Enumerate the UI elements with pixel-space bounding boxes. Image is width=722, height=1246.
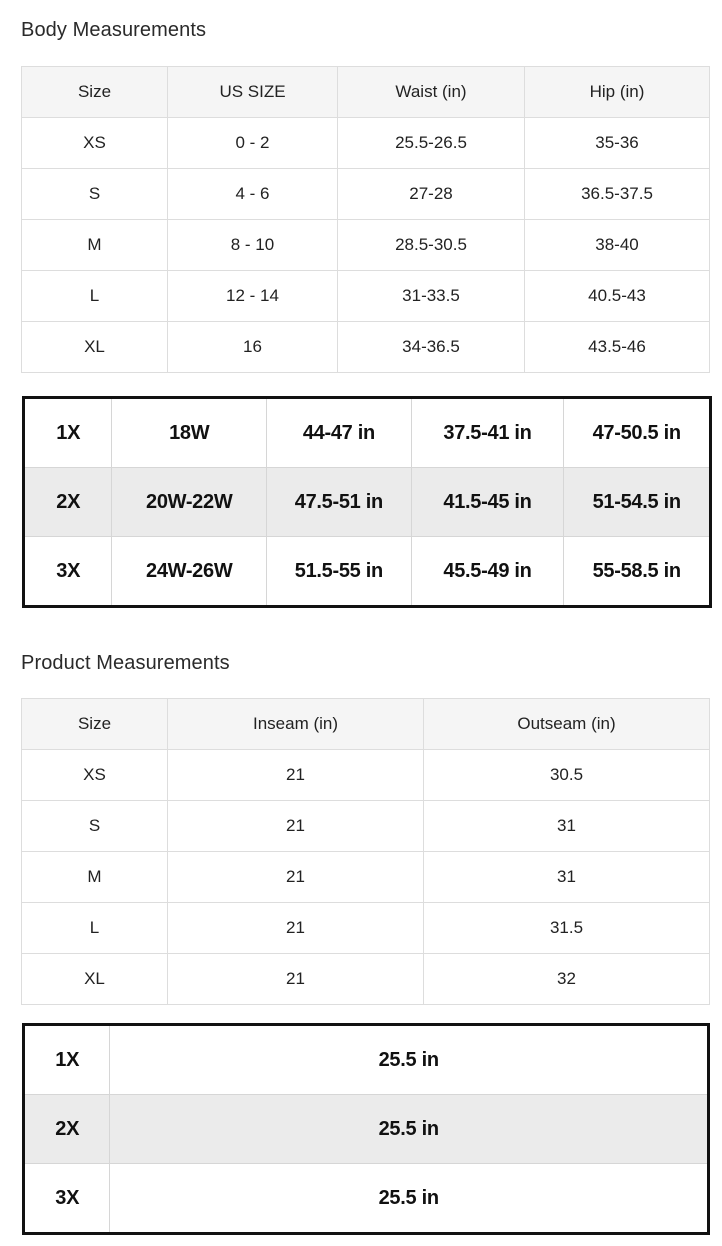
cell-size: XL [22, 954, 168, 1005]
cell-us-size: 24W-26W [112, 537, 267, 607]
cell-measure-c: 47-50.5 in [564, 398, 711, 468]
table-row [24, 1164, 709, 1234]
cell-waist: 25.5-26.5 [338, 118, 525, 169]
header-inseam: Inseam (in) [168, 699, 424, 750]
cell-size: S [22, 801, 168, 852]
body-measurements-heading: Body Measurements [21, 19, 207, 41]
cell-us-size: 4 - 6 [168, 169, 338, 220]
cell-us-size: 12 - 14 [168, 271, 338, 322]
cell-us-size: 16 [168, 322, 338, 373]
cell-measure-a: 47.5-51 in [267, 468, 412, 537]
cell-outseam: 31 [424, 852, 710, 903]
cell-measure: 25.5 in [110, 1164, 709, 1234]
cell-size: 2X [24, 468, 112, 537]
cell-size: XS [22, 118, 168, 169]
cell-measure-a: 44-47 in [267, 398, 412, 468]
cell-size: S [22, 169, 168, 220]
cell-inseam: 21 [168, 852, 424, 903]
product-measurements-heading: Product Measurements [21, 652, 230, 674]
cell-measure-c: 51-54.5 in [564, 468, 711, 537]
table-row [22, 750, 710, 801]
header-size: Size [22, 67, 168, 118]
table-row [22, 322, 710, 373]
cell-outseam: 31 [424, 801, 710, 852]
table-row [22, 954, 710, 1005]
cell-measure: 25.5 in [110, 1025, 709, 1095]
cell-waist: 28.5-30.5 [338, 220, 525, 271]
header-waist: Waist (in) [338, 67, 525, 118]
table-row [22, 118, 710, 169]
cell-hip: 40.5-43 [525, 271, 710, 322]
table-row [22, 169, 710, 220]
cell-waist: 31-33.5 [338, 271, 525, 322]
cell-measure-b: 45.5-49 in [411, 537, 564, 607]
table-row [22, 271, 710, 322]
cell-size: 1X [24, 398, 112, 468]
header-outseam: Outseam (in) [424, 699, 710, 750]
cell-inseam: 21 [168, 903, 424, 954]
cell-measure: 25.5 in [110, 1095, 709, 1164]
cell-inseam: 21 [168, 801, 424, 852]
cell-size: XL [22, 322, 168, 373]
cell-us-size: 18W [112, 398, 267, 468]
table-row [24, 537, 711, 607]
table-header-row [22, 699, 710, 750]
cell-measure-c: 55-58.5 in [564, 537, 711, 607]
table-row [22, 801, 710, 852]
cell-size: 2X [24, 1095, 110, 1164]
cell-size: 3X [24, 537, 112, 607]
body-measurements-table [21, 66, 710, 373]
cell-size: 1X [24, 1025, 110, 1095]
header-hip: Hip (in) [525, 67, 710, 118]
cell-measure-a: 51.5-55 in [267, 537, 412, 607]
cell-outseam: 30.5 [424, 750, 710, 801]
header-size: Size [22, 699, 168, 750]
cell-us-size: 20W-22W [112, 468, 267, 537]
cell-outseam: 32 [424, 954, 710, 1005]
table-header-row [22, 67, 710, 118]
plus-product-measurements-table [22, 1023, 710, 1235]
cell-hip: 43.5-46 [525, 322, 710, 373]
table-row [24, 1095, 709, 1164]
cell-size: L [22, 271, 168, 322]
cell-hip: 35-36 [525, 118, 710, 169]
table-row [22, 903, 710, 954]
cell-inseam: 21 [168, 750, 424, 801]
cell-waist: 34-36.5 [338, 322, 525, 373]
cell-size: XS [22, 750, 168, 801]
cell-hip: 38-40 [525, 220, 710, 271]
cell-us-size: 0 - 2 [168, 118, 338, 169]
cell-size: M [22, 852, 168, 903]
cell-size: L [22, 903, 168, 954]
product-measurements-table [21, 698, 710, 1005]
header-us-size: US SIZE [168, 67, 338, 118]
table-row [22, 852, 710, 903]
cell-inseam: 21 [168, 954, 424, 1005]
cell-waist: 27-28 [338, 169, 525, 220]
table-row [24, 468, 711, 537]
table-row [24, 398, 711, 468]
cell-size: 3X [24, 1164, 110, 1234]
plus-body-measurements-table [22, 396, 712, 608]
cell-outseam: 31.5 [424, 903, 710, 954]
cell-size: M [22, 220, 168, 271]
table-row [24, 1025, 709, 1095]
cell-us-size: 8 - 10 [168, 220, 338, 271]
cell-measure-b: 41.5-45 in [411, 468, 564, 537]
cell-measure-b: 37.5-41 in [411, 398, 564, 468]
table-row [22, 220, 710, 271]
cell-hip: 36.5-37.5 [525, 169, 710, 220]
